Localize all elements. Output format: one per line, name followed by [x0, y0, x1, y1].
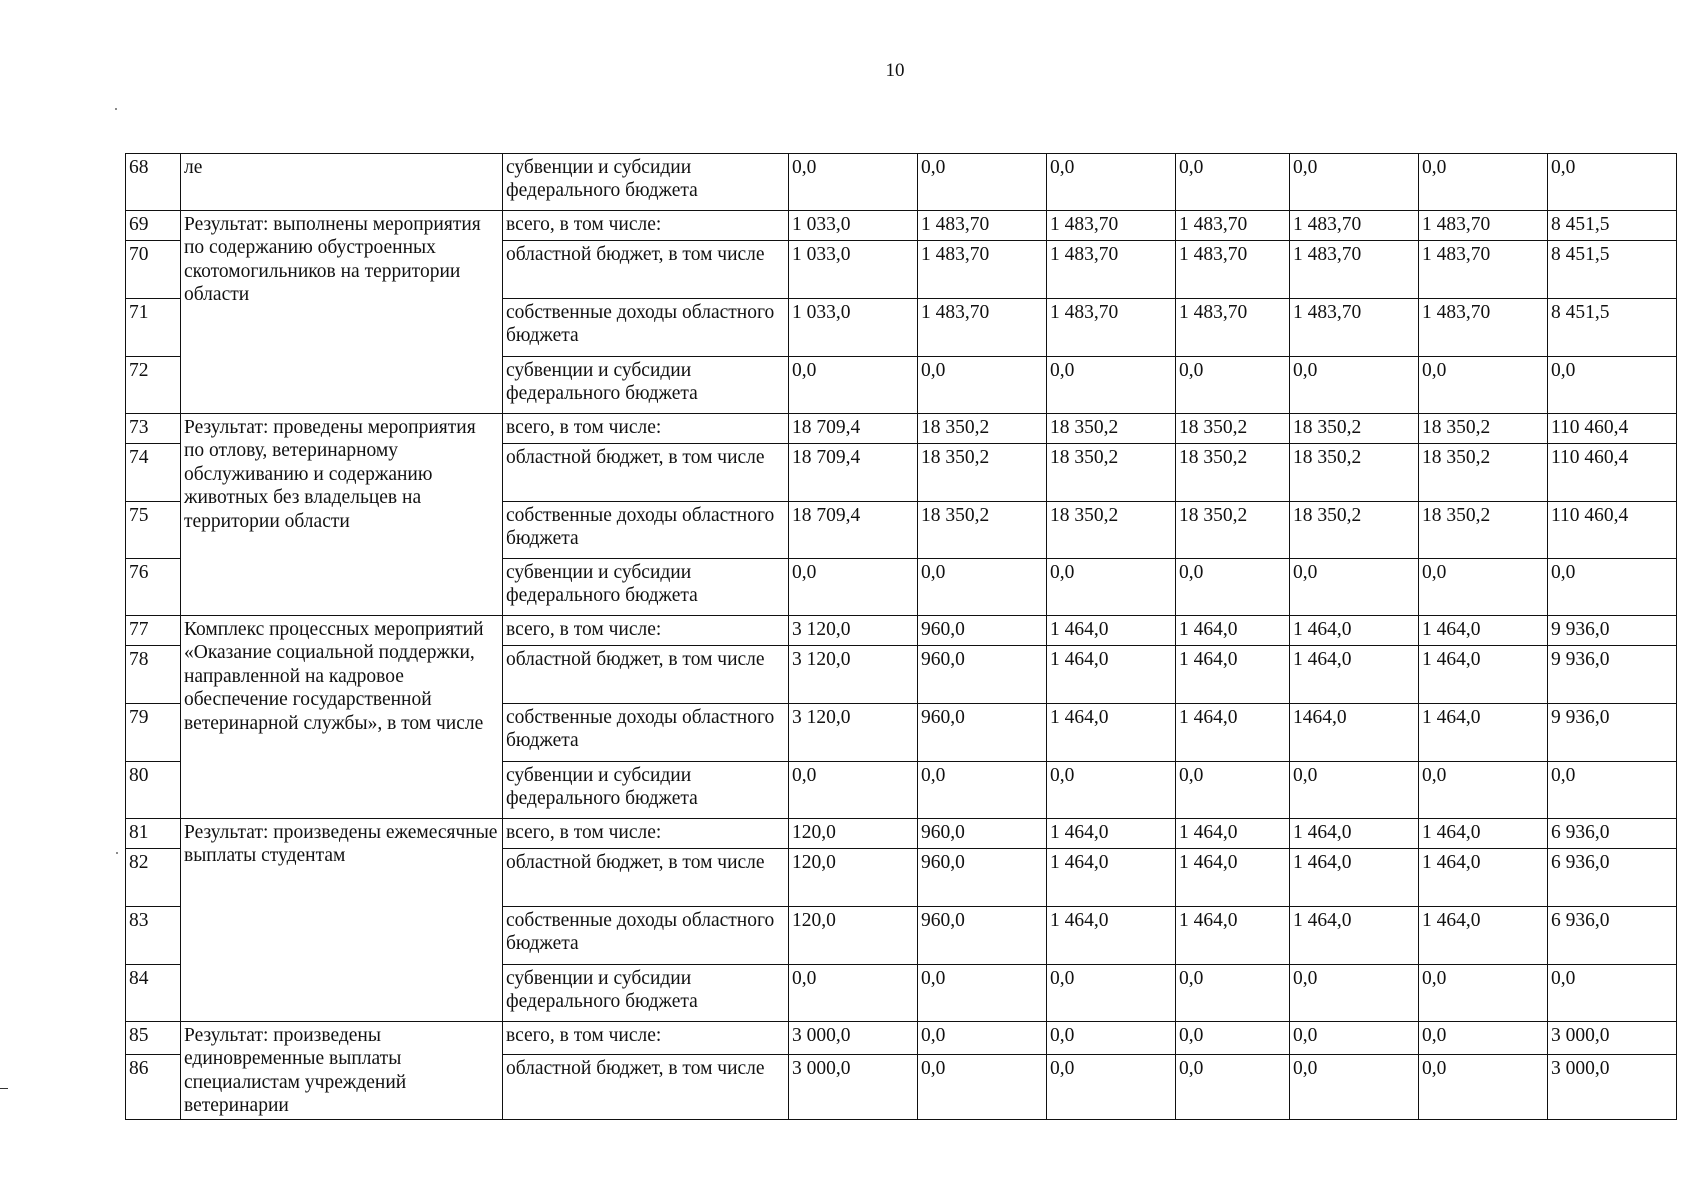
amount-cell: 1 033,0: [789, 299, 918, 357]
row-number: 69: [126, 211, 181, 241]
amount-cell: 18 350,2: [1176, 502, 1290, 559]
amount-cell: 1 464,0: [1047, 849, 1176, 907]
amount-cell: 1 464,0: [1047, 616, 1176, 646]
amount-cell: 0,0: [1176, 357, 1290, 414]
amount-cell: 1 483,70: [1290, 211, 1419, 241]
amount-cell: 0,0: [1548, 559, 1677, 616]
amount-cell: 9 936,0: [1548, 616, 1677, 646]
row-number: 84: [126, 965, 181, 1022]
amount-cell: 0,0: [1047, 1022, 1176, 1055]
table-row: [126, 1022, 1677, 1055]
row-number: 73: [126, 414, 181, 444]
amount-cell: 0,0: [1176, 965, 1290, 1022]
amount-cell: 1 483,70: [1290, 299, 1419, 357]
funding-source: субвенции и субсидии федерального бюджета: [503, 357, 789, 414]
amount-cell: 0,0: [1176, 559, 1290, 616]
amount-cell: 1 483,70: [1419, 211, 1548, 241]
amount-cell: 960,0: [918, 819, 1047, 849]
amount-cell: 1 483,70: [1047, 299, 1176, 357]
amount-cell: 0,0: [789, 357, 918, 414]
amount-cell: 9 936,0: [1548, 704, 1677, 762]
amount-cell: 8 451,5: [1548, 211, 1677, 241]
funding-source: собственные доходы областного бюджета: [503, 502, 789, 559]
amount-cell: 0,0: [1047, 1055, 1176, 1119]
amount-cell: 18 350,2: [1047, 444, 1176, 502]
amount-cell: 6 936,0: [1548, 819, 1677, 849]
amount-cell: 0,0: [789, 154, 918, 211]
amount-cell: 1 464,0: [1176, 819, 1290, 849]
measure-description: Результат: произведены ежемесячные выплаты студентам: [181, 819, 503, 1022]
amount-cell: 0,0: [1176, 1055, 1290, 1119]
measure-description: ле: [181, 154, 503, 211]
table-body: [126, 154, 1677, 1120]
funding-source: областной бюджет, в том числе: [503, 444, 789, 502]
amount-cell: 0,0: [1419, 357, 1548, 414]
amount-cell: 1 464,0: [1047, 704, 1176, 762]
amount-cell: 0,0: [1419, 559, 1548, 616]
amount-cell: 0,0: [1419, 762, 1548, 819]
amount-cell: 0,0: [1176, 762, 1290, 819]
amount-cell: 18 709,4: [789, 414, 918, 444]
amount-cell: 18 350,2: [918, 414, 1047, 444]
row-number: 72: [126, 357, 181, 414]
scan-mark: [0, 1088, 8, 1089]
amount-cell: 0,0: [1290, 1022, 1419, 1055]
amount-cell: 0,0: [918, 762, 1047, 819]
amount-cell: 960,0: [918, 907, 1047, 965]
amount-cell: 1 483,70: [1419, 299, 1548, 357]
amount-cell: 6 936,0: [1548, 849, 1677, 907]
amount-cell: 960,0: [918, 616, 1047, 646]
budget-table: [125, 153, 1677, 1120]
amount-cell: 1 483,70: [918, 241, 1047, 299]
page-number: 10: [885, 60, 905, 81]
amount-cell: 0,0: [789, 965, 918, 1022]
amount-cell: 0,0: [918, 154, 1047, 211]
row-number: 76: [126, 559, 181, 616]
amount-cell: 1 483,70: [1047, 241, 1176, 299]
amount-cell: 18 709,4: [789, 444, 918, 502]
amount-cell: 3 000,0: [789, 1055, 918, 1119]
row-number: 77: [126, 616, 181, 646]
amount-cell: 0,0: [1047, 965, 1176, 1022]
amount-cell: 110 460,4: [1548, 414, 1677, 444]
amount-cell: 0,0: [1419, 1022, 1548, 1055]
amount-cell: 1 464,0: [1290, 819, 1419, 849]
amount-cell: 0,0: [918, 1022, 1047, 1055]
amount-cell: 3 120,0: [789, 704, 918, 762]
amount-cell: 1 464,0: [1419, 646, 1548, 704]
amount-cell: 0,0: [1290, 1055, 1419, 1119]
amount-cell: 1 464,0: [1419, 819, 1548, 849]
table-row: [126, 211, 1677, 241]
amount-cell: 0,0: [918, 965, 1047, 1022]
amount-cell: 1 464,0: [1176, 616, 1290, 646]
amount-cell: 8 451,5: [1548, 241, 1677, 299]
amount-cell: 9 936,0: [1548, 646, 1677, 704]
amount-cell: 18 350,2: [918, 444, 1047, 502]
amount-cell: 1 464,0: [1176, 704, 1290, 762]
row-number: 83: [126, 907, 181, 965]
amount-cell: 0,0: [789, 762, 918, 819]
amount-cell: 18 709,4: [789, 502, 918, 559]
amount-cell: 0,0: [1176, 154, 1290, 211]
amount-cell: 1 033,0: [789, 241, 918, 299]
amount-cell: 0,0: [1290, 965, 1419, 1022]
amount-cell: 3 120,0: [789, 646, 918, 704]
amount-cell: 0,0: [918, 357, 1047, 414]
amount-cell: 960,0: [918, 849, 1047, 907]
amount-cell: 0,0: [1047, 559, 1176, 616]
measure-description: Результат: проведены мероприятия по отлову, ветеринарному обслуживанию и содержанию животных без владельцев на территории области: [181, 414, 503, 616]
amount-cell: 18 350,2: [1047, 414, 1176, 444]
amount-cell: 0,0: [1047, 357, 1176, 414]
amount-cell: 0,0: [1176, 1022, 1290, 1055]
amount-cell: 960,0: [918, 704, 1047, 762]
amount-cell: 1 464,0: [1419, 704, 1548, 762]
amount-cell: 0,0: [918, 559, 1047, 616]
amount-cell: 1 464,0: [1419, 616, 1548, 646]
amount-cell: 0,0: [789, 559, 918, 616]
funding-source: всего, в том числе:: [503, 616, 789, 646]
scan-speck: [116, 852, 118, 854]
amount-cell: 1 483,70: [1176, 299, 1290, 357]
amount-cell: 110 460,4: [1548, 444, 1677, 502]
funding-source: субвенции и субсидии федерального бюджета: [503, 559, 789, 616]
amount-cell: 1 483,70: [1419, 241, 1548, 299]
row-number: 71: [126, 299, 181, 357]
amount-cell: 0,0: [1290, 762, 1419, 819]
amount-cell: 1 464,0: [1047, 907, 1176, 965]
amount-cell: 0,0: [1290, 357, 1419, 414]
amount-cell: 1 483,70: [918, 299, 1047, 357]
row-number: 78: [126, 646, 181, 704]
row-number: 80: [126, 762, 181, 819]
funding-source: субвенции и субсидии федерального бюджета: [503, 762, 789, 819]
table-row: [126, 414, 1677, 444]
amount-cell: 1 033,0: [789, 211, 918, 241]
amount-cell: 1 464,0: [1047, 646, 1176, 704]
measure-description: Результат: выполнены мероприятия по содержанию обустроенных скотомогильников на территории области: [181, 211, 503, 414]
table-row: [126, 154, 1677, 211]
amount-cell: 0,0: [1047, 762, 1176, 819]
amount-cell: 0,0: [1548, 357, 1677, 414]
measure-description: Комплекс процессных мероприятий «Оказание социальной поддержки, направленной на кадровое обеспечение государственной ветеринарной службы», в том числе: [181, 616, 503, 819]
funding-source: собственные доходы областного бюджета: [503, 299, 789, 357]
amount-cell: 110 460,4: [1548, 502, 1677, 559]
amount-cell: 960,0: [918, 646, 1047, 704]
funding-source: областной бюджет, в том числе: [503, 849, 789, 907]
amount-cell: 1 464,0: [1290, 646, 1419, 704]
funding-source: всего, в том числе:: [503, 414, 789, 444]
amount-cell: 1 483,70: [1176, 211, 1290, 241]
amount-cell: 6 936,0: [1548, 907, 1677, 965]
row-number: 74: [126, 444, 181, 502]
amount-cell: 0,0: [1548, 154, 1677, 211]
row-number: 85: [126, 1022, 181, 1055]
amount-cell: 1 464,0: [1176, 646, 1290, 704]
amount-cell: 18 350,2: [1290, 444, 1419, 502]
amount-cell: 8 451,5: [1548, 299, 1677, 357]
amount-cell: 18 350,2: [1047, 502, 1176, 559]
amount-cell: 18 350,2: [1176, 444, 1290, 502]
amount-cell: 3 000,0: [1548, 1055, 1677, 1119]
funding-source: всего, в том числе:: [503, 1022, 789, 1055]
measure-description: Результат: произведены единовременные выплаты специалистам учреждений ветеринарии: [181, 1022, 503, 1120]
amount-cell: 0,0: [1548, 762, 1677, 819]
amount-cell: 3 000,0: [1548, 1022, 1677, 1055]
funding-source: всего, в том числе:: [503, 211, 789, 241]
amount-cell: 18 350,2: [1419, 414, 1548, 444]
amount-cell: 1 464,0: [1419, 907, 1548, 965]
amount-cell: 0,0: [1419, 154, 1548, 211]
amount-cell: 18 350,2: [1290, 414, 1419, 444]
amount-cell: 1464,0: [1290, 704, 1419, 762]
amount-cell: 0,0: [1419, 1055, 1548, 1119]
amount-cell: 1 464,0: [1419, 849, 1548, 907]
amount-cell: 1 483,70: [1176, 241, 1290, 299]
funding-source: собственные доходы областного бюджета: [503, 704, 789, 762]
funding-source: субвенции и субсидии федерального бюджета: [503, 965, 789, 1022]
amount-cell: 1 464,0: [1047, 819, 1176, 849]
amount-cell: 1 464,0: [1290, 616, 1419, 646]
row-number: 82: [126, 849, 181, 907]
amount-cell: 120,0: [789, 907, 918, 965]
funding-source: областной бюджет, в том числе: [503, 646, 789, 704]
row-number: 81: [126, 819, 181, 849]
amount-cell: 1 464,0: [1290, 907, 1419, 965]
amount-cell: 1 483,70: [1290, 241, 1419, 299]
scan-speck: [115, 108, 117, 110]
funding-source: субвенции и субсидии федерального бюджета: [503, 154, 789, 211]
amount-cell: 0,0: [1419, 965, 1548, 1022]
amount-cell: 0,0: [918, 1055, 1047, 1119]
amount-cell: 1 464,0: [1176, 849, 1290, 907]
amount-cell: 120,0: [789, 849, 918, 907]
row-number: 79: [126, 704, 181, 762]
amount-cell: 18 350,2: [1176, 414, 1290, 444]
amount-cell: 18 350,2: [1419, 444, 1548, 502]
amount-cell: 1 483,70: [918, 211, 1047, 241]
amount-cell: 1 464,0: [1290, 849, 1419, 907]
amount-cell: 3 120,0: [789, 616, 918, 646]
amount-cell: 120,0: [789, 819, 918, 849]
amount-cell: 3 000,0: [789, 1022, 918, 1055]
row-number: 70: [126, 241, 181, 299]
funding-source: всего, в том числе:: [503, 819, 789, 849]
amount-cell: 0,0: [1047, 154, 1176, 211]
amount-cell: 18 350,2: [1419, 502, 1548, 559]
amount-cell: 0,0: [1290, 559, 1419, 616]
funding-source: областной бюджет, в том числе: [503, 1055, 789, 1119]
table-row: [126, 819, 1677, 849]
row-number: 75: [126, 502, 181, 559]
funding-source: областной бюджет, в том числе: [503, 241, 789, 299]
row-number: 68: [126, 154, 181, 211]
amount-cell: 1 464,0: [1176, 907, 1290, 965]
amount-cell: 1 483,70: [1047, 211, 1176, 241]
amount-cell: 0,0: [1290, 154, 1419, 211]
amount-cell: 18 350,2: [918, 502, 1047, 559]
table-row: [126, 616, 1677, 646]
amount-cell: 0,0: [1548, 965, 1677, 1022]
funding-source: собственные доходы областного бюджета: [503, 907, 789, 965]
row-number: 86: [126, 1055, 181, 1119]
amount-cell: 18 350,2: [1290, 502, 1419, 559]
